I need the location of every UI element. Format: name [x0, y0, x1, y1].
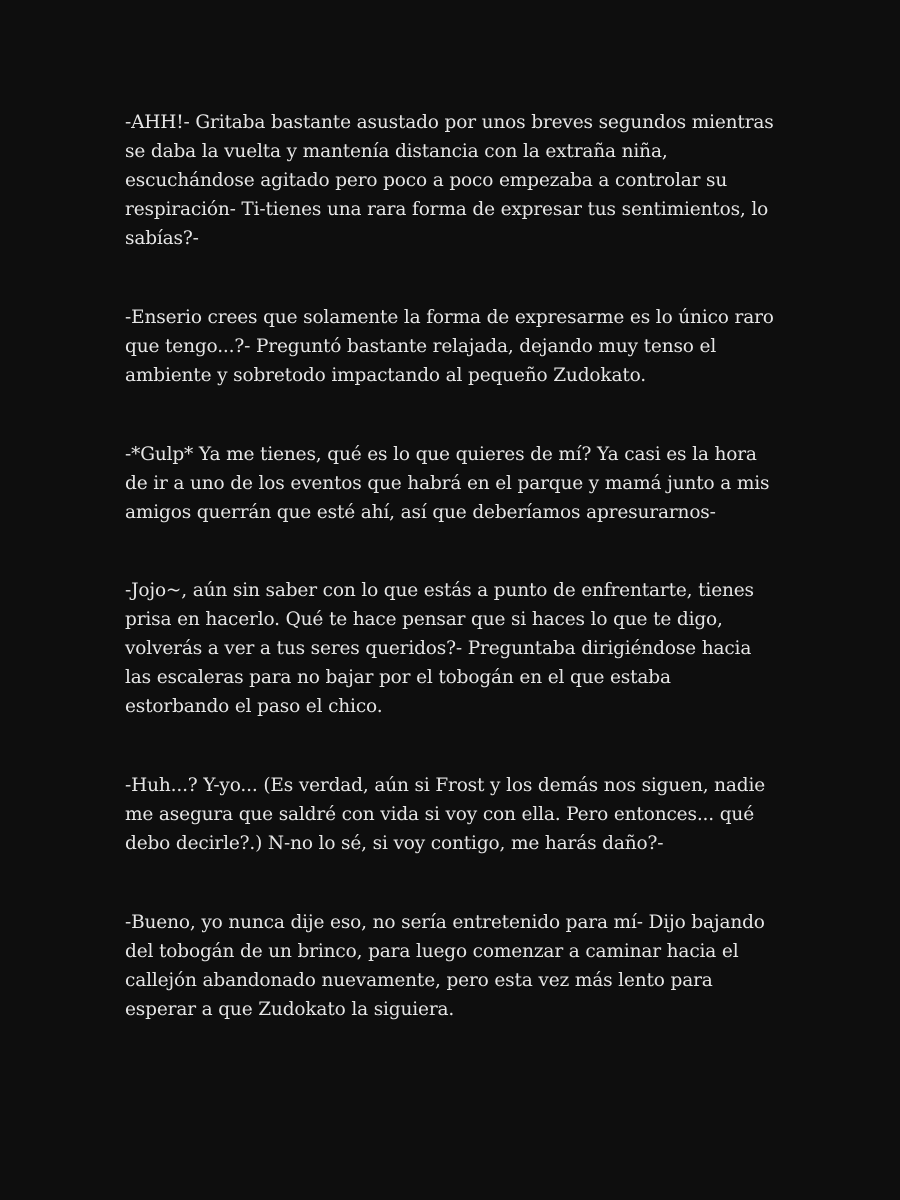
paragraph-6: -Bueno, yo nunca dije eso, no sería entretenido para mí- Dijo bajando del tobogán de un brinco, para luego comenzar a caminar hacia el callejón abandonado nuevamente, pero esta vez más lento para esperar a que Zudokato la siguiera. — [125, 912, 765, 1020]
paragraph-3: -*Gulp* Ya me tienes, qué es lo que quieres de mí? Ya casi es la hora de ir a uno de los eventos que habrá en el parque y mamá junto a mis amigos querrán que esté ahí, así que deberíamos apresurarnos- — [125, 444, 770, 523]
paragraph-5: -Huh...? Y-yo... (Es verdad, aún si Frost y los demás nos siguen, nadie me asegura que saldré con vida si voy con ella. Pero entonces... qué debo decirle?.) N-no lo sé, si voy contigo, me harás daño?- — [125, 775, 766, 854]
paragraph-2: -Enserio crees que solamente la forma de expresarme es lo único raro que tengo...?- Preguntó bastante relajada, dejando muy tenso el ambiente y sobretodo impactando al pequeño Zudokato. — [125, 307, 774, 386]
paragraph-4: -Jojo~, aún sin saber con lo que estás a punto de enfrentarte, tienes prisa en hacerlo. Qué te hace pensar que si haces lo que te digo, volverás a ver a tus seres queridos?- Preguntaba dirigiéndose hacia las escaleras para no bajar por el tobogán en el que estaba estorbando el paso el chico. — [125, 580, 754, 717]
paragraph-1: -AHH!- Gritaba bastante asustado por unos breves segundos mientras se daba la vuelta y mantenía distancia con la extraña niña, escuchándose agitado pero poco a poco empezaba a controlar su respiración- Ti-tienes una rara forma de expresar tus sentimientos, lo sabías?- — [125, 112, 774, 249]
story-text — [125, 108, 775, 1024]
